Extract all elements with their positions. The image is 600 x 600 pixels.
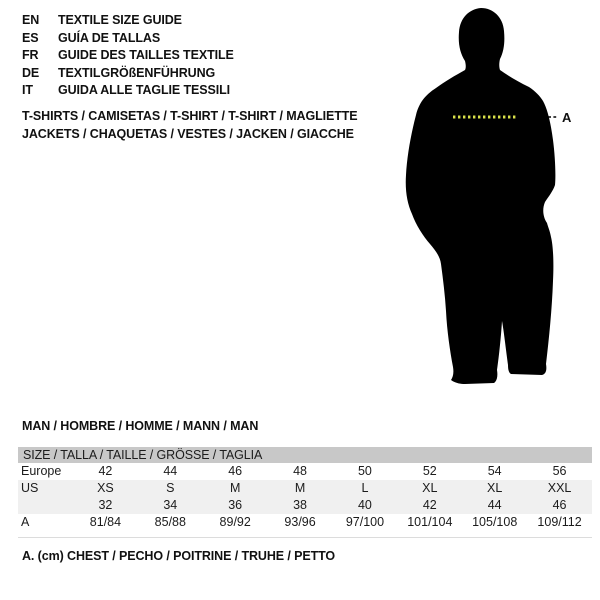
size-table-header: SIZE / TALLA / TAILLE / GRÖSSE / TAGLIA	[18, 447, 592, 463]
cell: 54	[487, 464, 502, 478]
language-code: FR	[22, 48, 39, 62]
cell: 32	[98, 498, 113, 512]
cell: 36	[228, 498, 243, 512]
cell: 46	[552, 498, 567, 512]
language-label: GUIDE DES TAILLES TEXTILE	[58, 48, 234, 62]
cell: XS	[97, 481, 114, 495]
cell: 42	[98, 464, 113, 478]
language-code: DE	[22, 65, 40, 80]
list-item	[22, 47, 234, 65]
table-row-chest	[18, 514, 592, 531]
list-item	[22, 82, 234, 100]
cell: 109/112	[537, 515, 582, 529]
language-guide-list	[22, 12, 234, 100]
list-item	[22, 65, 234, 83]
list-item	[22, 30, 234, 48]
table-row-europe	[18, 463, 592, 480]
cell: 56	[552, 464, 567, 478]
cell: M	[229, 481, 241, 495]
language-label: TEXTILGRÖßENFÜHRUNG	[58, 65, 216, 80]
row-label: Europe	[21, 464, 62, 478]
cell: 46	[228, 464, 243, 478]
cell: 52	[422, 464, 437, 478]
language-code: IT	[22, 83, 33, 97]
language-label: GUÍA DE TALLAS	[58, 30, 161, 45]
category-headings	[22, 107, 358, 143]
cell: M	[294, 481, 306, 495]
cell: 38	[293, 498, 308, 512]
language-label: TEXTILE SIZE GUIDE	[58, 13, 182, 27]
cell: 40	[357, 498, 372, 512]
language-code: ES	[22, 30, 39, 45]
cell: 48	[293, 464, 308, 478]
language-code: EN	[22, 13, 40, 27]
cell: 81/84	[89, 515, 122, 529]
cell: 85/88	[154, 515, 186, 529]
measurement-figure	[395, 5, 585, 395]
cell: 42	[422, 498, 437, 512]
cell: 101/104	[407, 515, 453, 529]
table-row-us	[18, 480, 592, 497]
cell: 93/96	[284, 515, 316, 529]
cell: L	[361, 481, 369, 495]
cell: XXL	[547, 481, 572, 495]
section-title-man: MAN / HOMBRE / HOMME / MANN / MAN	[22, 419, 259, 433]
cell: 89/92	[219, 515, 251, 529]
row-label	[18, 497, 73, 514]
size-table	[18, 447, 592, 538]
cell: 97/100	[345, 515, 385, 529]
cell: S	[166, 481, 175, 495]
cell: 44	[163, 464, 178, 478]
cell: XL	[487, 481, 503, 495]
row-label: US	[21, 481, 39, 495]
cell: 44	[487, 498, 502, 512]
language-label: GUIDA ALLE TAGLIE TESSILI	[58, 83, 231, 97]
measure-label-a: A	[562, 110, 572, 125]
cell: XL	[422, 481, 438, 495]
row-label: A	[21, 515, 30, 529]
category-line-jackets: JACKETS / CHAQUETAS / VESTES / JACKEN / GIACCHE	[22, 127, 354, 141]
cell: 105/108	[472, 515, 518, 529]
list-item	[22, 12, 234, 30]
man-silhouette	[406, 8, 556, 384]
measurement-footnote: A. (cm) CHEST / PECHO / POITRINE / TRUHE / PETTO	[22, 549, 336, 563]
cell: 50	[357, 464, 372, 478]
cell: 34	[163, 498, 178, 512]
category-line-tshirts: T-SHIRTS / CAMISETAS / T-SHIRT / T-SHIRT / MAGLIETTE	[22, 109, 358, 123]
table-row-numeric	[18, 497, 592, 514]
